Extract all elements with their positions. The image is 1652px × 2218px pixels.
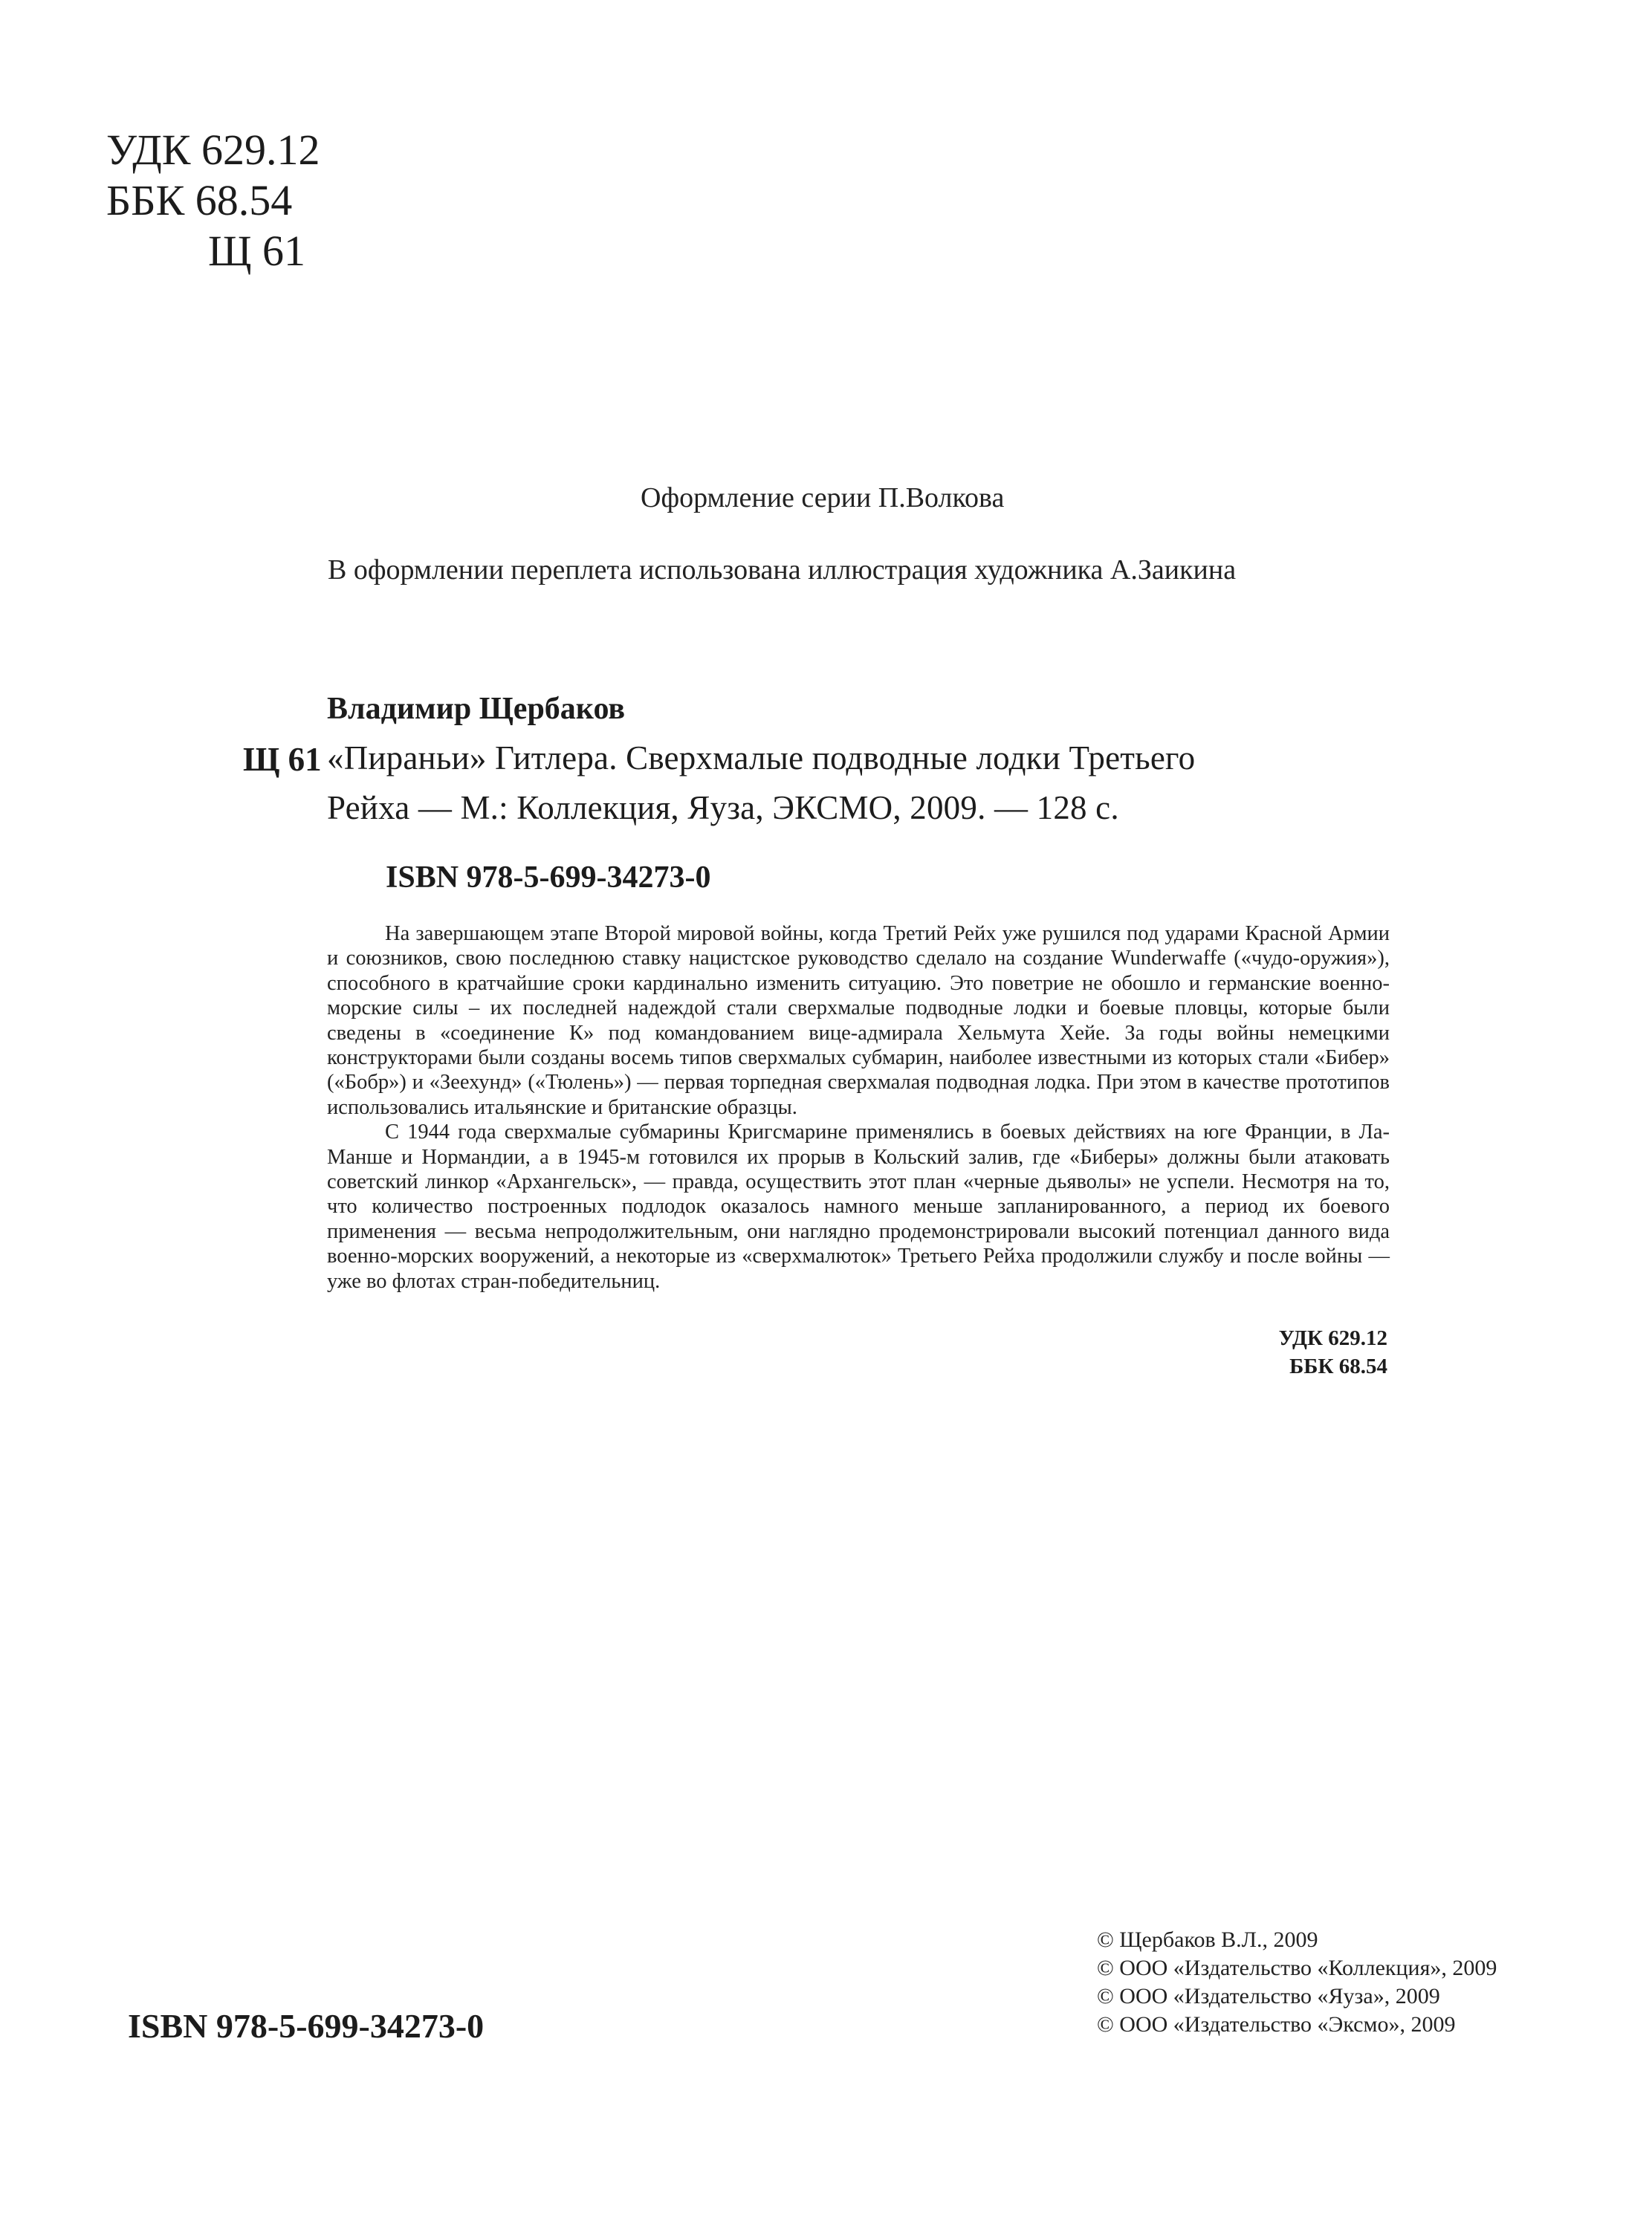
call-code: Щ 61 xyxy=(243,741,322,778)
annotation xyxy=(327,921,1390,1294)
book-title-line-2: Рейха — М.: Коллекция, Яуза, ЭКСМО, 2009. — 128 с. xyxy=(327,789,1119,826)
right-udk-code: УДК 629.12 xyxy=(1278,1326,1387,1350)
author-mark: Щ 61 xyxy=(208,227,306,275)
annotation-paragraph-2: С 1944 года сверхмалые субмарины Кригсмарине применялись в боевых действиях на юге Франции, в Ла-Манше и Нормандии, а в 1945-м готовился их прорыв в Кольский залив, где «Биберы» должны были атаковать советский линкор «Архангельск», — правда, осуществить этот план «черные дьяволы» не успели. Несмотря на то, что количество построенных подлодок оказалось намного меньше запланированного, а период их боевого применения — весьма непродолжительным, они наглядно продемонстрировали высокий потенциал данного вида военно-морских вооружений, а некоторые из «сверхмалюток» Третьего Рейха продолжили службу и после войны — уже во флотах стран-победительниц. xyxy=(327,1121,1390,1293)
record-isbn: ISBN 978-5-699-34273-0 xyxy=(386,860,711,895)
udk-code: УДК 629.12 xyxy=(106,126,320,174)
copyright-line: © ООО «Издательство «Яуза», 2009 xyxy=(1097,1984,1440,2008)
annotation-paragraph-1: На завершающем этапе Второй мировой войны, когда Третий Рейх уже рушился под ударами Красной Армии и союзников, свою последнюю ставку нацистское руководство сделало на создание Wunderwaffe («чудо-оружия»), способного в кратчайшие сроки кардинально изменить ситуацию. Это поветрие не обошло и германские военно-морские силы – их последней надеждой стали сверхмалые подводные лодки и боевые пловцы, которые были сведены в «соединение К» под командованием вице-адмирала Хельмута Хейе. За годы войны немецкими конструкторами были созданы восемь типов сверхмалых субмарин, наиболее известными из которых стали «Бибер» («Бобр») и «Зеехунд» («Тюлень») — первая торпедная сверхмалая подводная лодка. При этом в качестве прототипов использовались итальянские и британские образцы. xyxy=(327,922,1390,1119)
copyright-block xyxy=(1097,1926,1497,2039)
book-title-line-1: «Пираньи» Гитлера. Сверхмалые подводные лодки Третьего xyxy=(327,739,1196,776)
cover-illustration-credit: В оформлении переплета использована иллюстрация художника А.Заикина xyxy=(328,554,1237,586)
bottom-isbn: ISBN 978-5-699-34273-0 xyxy=(128,2007,485,2045)
right-classification-codes xyxy=(1279,1324,1387,1381)
author-name: Владимир Щербаков xyxy=(327,692,626,726)
right-bbk-code: ББК 68.54 xyxy=(1289,1355,1387,1378)
copyright-line: © Щербаков В.Л., 2009 xyxy=(1097,1927,1318,1952)
series-design-credit: Оформление серии П.Волкова xyxy=(641,482,1005,513)
copyright-line: © ООО «Издательство «Эксмо», 2009 xyxy=(1097,2012,1456,2037)
classification-codes xyxy=(106,125,320,276)
copyright-line: © ООО «Издательство «Коллекция», 2009 xyxy=(1097,1956,1497,1980)
bbk-code: ББК 68.54 xyxy=(106,176,293,224)
